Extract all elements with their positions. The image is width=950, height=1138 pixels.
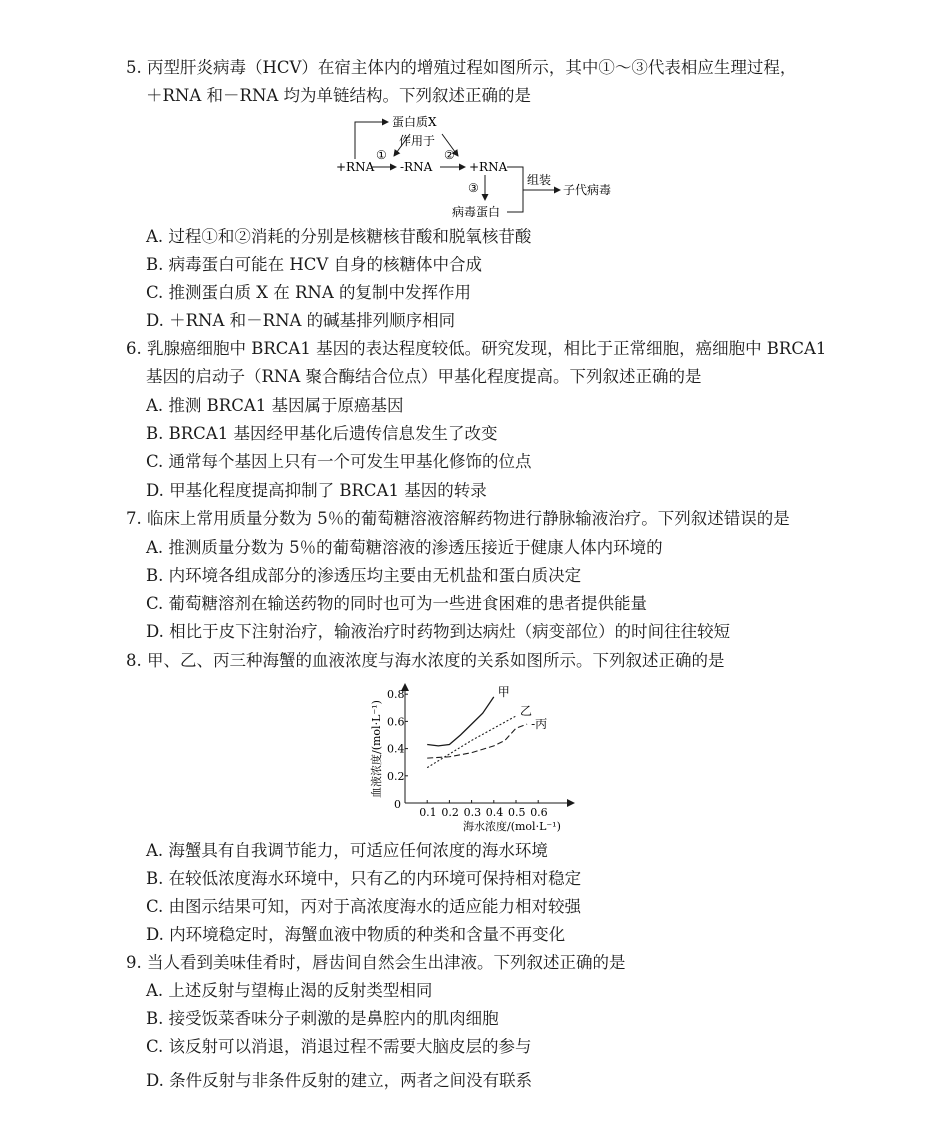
step3-label: ③ — [468, 181, 479, 195]
q9-option-a: A. 上述反射与望梅止渴的反射类型相同 — [146, 981, 433, 1000]
minus-rna: -RNA — [400, 160, 433, 174]
step2-label: ② — [444, 148, 455, 162]
q8-stem: 8. 甲、乙、丙三种海蟹的血液浓度与海水浓度的关系如图所示。下列叙述正确的是 — [126, 651, 725, 670]
q6-stem-line2: 基因的启动子（RNA 聚合酶结合位点）甲基化程度提高。下列叙述正确的是 — [146, 367, 702, 386]
q9-option-b: B. 接受饭菜香味分子刺激的是鼻腔内的肌肉细胞 — [146, 1009, 499, 1028]
progeny-label: 子代病毒 — [563, 183, 612, 197]
q8-option-d: D. 内环境稳定时，海蟹血液中物质的种类和含量不再变化 — [146, 925, 566, 944]
plus-rna-1: +RNA — [336, 160, 375, 174]
x-tick-label: 0.2 — [441, 806, 459, 819]
y-axis-label: 血液浓度/(mol·L⁻¹) — [370, 700, 383, 798]
y-tick-label: 0.8 — [387, 688, 405, 702]
x-tick-label: 0.4 — [485, 806, 504, 819]
q6-option-a: A. 推测 BRCA1 基因属于原癌基因 — [146, 396, 404, 415]
q7-option-c: C. 葡萄糖溶剂在输送药物的同时也可为一些进食困难的患者提供能量 — [146, 594, 648, 613]
q5-option-d: D. ＋RNA 和－RNA 的碱基排列顺序相同 — [146, 311, 456, 330]
q9-option-d: D. 条件反射与非条件反射的建立，两者之间没有联系 — [146, 1071, 533, 1090]
series-line-0 — [427, 697, 494, 746]
q5-stem-line2: ＋RNA 和－RNA 均为单链结构。下列叙述正确的是 — [146, 86, 532, 105]
q6-option-d: D. 甲基化程度提高抑制了 BRCA1 基因的转录 — [146, 481, 487, 500]
q5-stem-line1: 5. 丙型肝炎病毒（HCV）在宿主体内的增殖过程如图所示，其中①～③代表相应生理过程， — [126, 58, 797, 77]
series-label-2: -丙 — [531, 717, 548, 732]
hcv-replication-diagram — [330, 112, 630, 224]
q6-option-b: B. BRCA1 基因经甲基化后遗传信息发生了改变 — [146, 424, 498, 443]
q6-option-c: C. 通常每个基因上只有一个可发生甲基化修饰的位点 — [146, 452, 532, 471]
plus-rna-2: +RNA — [469, 160, 508, 174]
series-label-0: 甲 — [497, 684, 510, 699]
x-tick-label: 0.1 — [419, 806, 437, 819]
assemble-bracket — [507, 167, 523, 212]
q6-stem-line1: 6. 乳腺癌细胞中 BRCA1 基因的表达程度较低。研究发现，相比于正常细胞，癌细胞中 BRCA1 — [126, 339, 827, 358]
viral-protein-label: 病毒蛋白 — [452, 205, 501, 219]
series-label-1: 乙 — [520, 703, 533, 718]
series-line-2 — [427, 724, 527, 758]
q5-option-c: C. 推测蛋白质 X 在 RNA 的复制中发挥作用 — [146, 283, 472, 302]
x-tick-label: 0.5 — [508, 806, 526, 819]
q8-option-c: C. 由图示结果可知，丙对于高浓度海水的适应能力相对较强 — [146, 897, 582, 916]
x-tick-label: 0.3 — [463, 806, 482, 819]
q7-stem: 7. 临床上常用质量分数为 5％的葡萄糖溶液溶解药物进行静脉输液治疗。下列叙述错误的是 — [126, 509, 790, 528]
q7-option-a: A. 推测质量分数为 5％的葡萄糖溶液的渗透压接近于健康人体内环境的 — [146, 538, 663, 557]
q5-option-a: A. 过程①和②消耗的分别是核糖核苷酸和脱氧核苷酸 — [146, 227, 532, 246]
x-axis-label: 海水浓度/(mol·L⁻¹) — [463, 820, 561, 833]
q9-stem: 9. 当人看到美味佳肴时，唇齿间自然会生出津液。下列叙述正确的是 — [126, 953, 626, 972]
q7-option-d: D. 相比于皮下注射治疗，输液治疗时药物到达病灶（病变部位）的时间往往较短 — [146, 622, 731, 641]
y-tick-label: 0.4 — [387, 742, 405, 756]
acts-on-label: 作用于 — [399, 134, 436, 148]
y-tick-label: 0.6 — [387, 715, 405, 729]
q8-option-a: A. 海蟹具有自我调节能力，可适应任何浓度的海水环境 — [146, 841, 548, 860]
x-tick-label: 0.6 — [530, 806, 548, 819]
y-tick-label: 0.2 — [387, 769, 405, 783]
crab-blood-concentration-chart — [360, 680, 600, 838]
q8-option-b: B. 在较低浓度海水环境中，只有乙的内环境可保持相对稳定 — [146, 869, 582, 888]
q9-option-d-cropped — [146, 1064, 576, 1090]
q7-option-b: B. 内环境各组成部分的渗透压均主要由无机盐和蛋白质决定 — [146, 566, 582, 585]
origin-label: 0 — [394, 798, 401, 811]
step1-label: ① — [376, 148, 387, 162]
q5-option-b: B. 病毒蛋白可能在 HCV 自身的核糖体中合成 — [146, 255, 483, 274]
q9-option-c: C. 该反射可以消退，消退过程不需要大脑皮层的参与 — [146, 1037, 532, 1056]
assemble-label: 组装 — [527, 173, 552, 187]
protein-x-label: 蛋白质X — [392, 115, 437, 129]
